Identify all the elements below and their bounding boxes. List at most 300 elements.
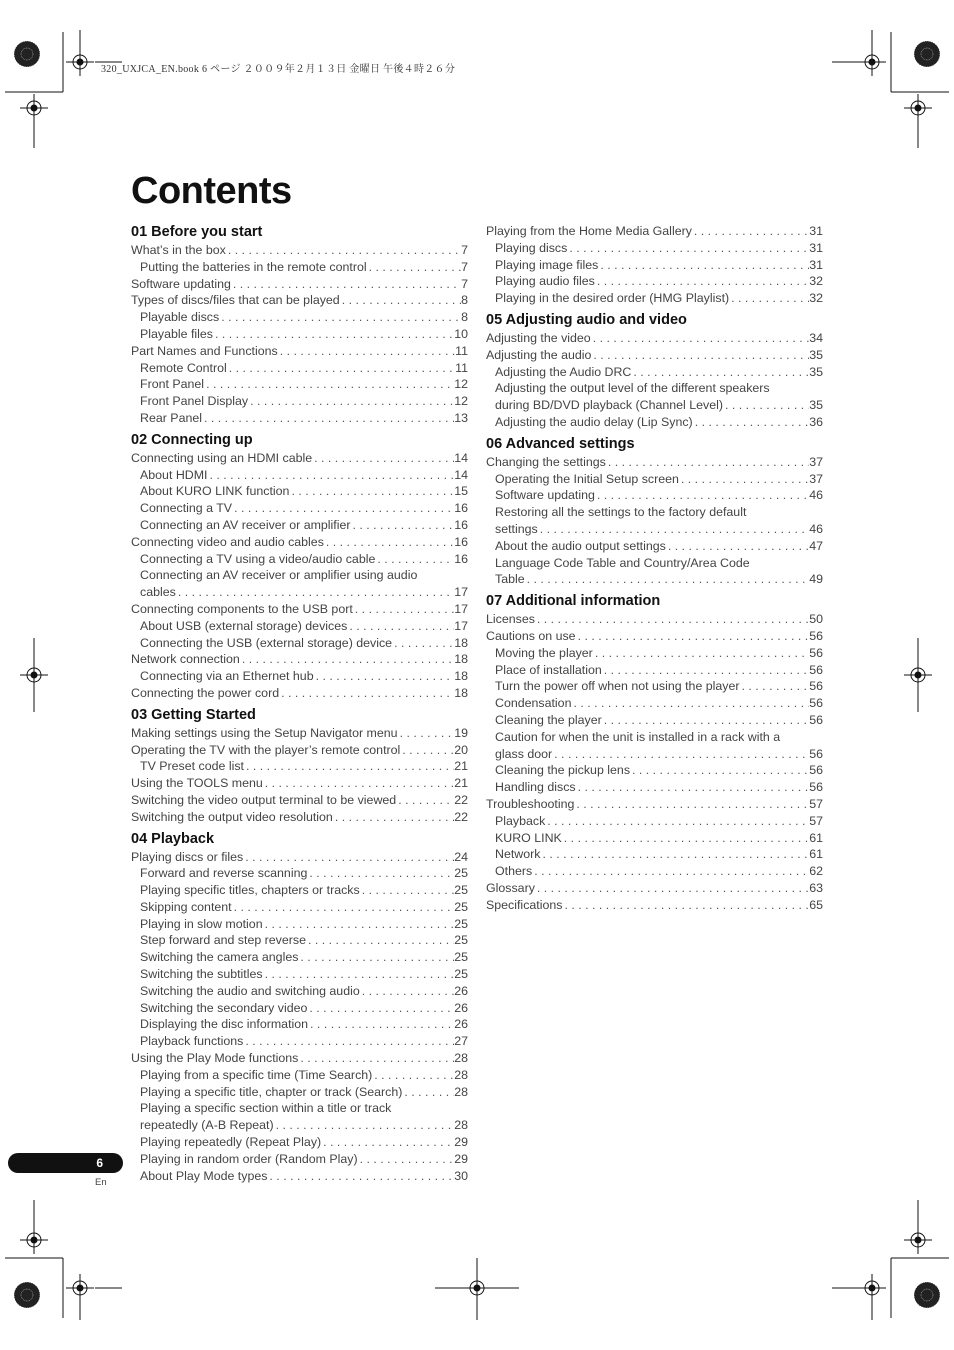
toc-entry-page: 31: [809, 257, 823, 272]
toc-entry[interactable]: [131, 1000, 468, 1017]
toc-entry-page: 28: [454, 1067, 468, 1082]
dot-leader: [535, 880, 809, 897]
dot-leader: [532, 863, 809, 880]
toc-entry-title: Playing audio files: [495, 274, 595, 289]
toc-entry-page: 18: [454, 685, 468, 700]
toc-entry-title: repeatedly (A-B Repeat): [140, 1118, 274, 1133]
dot-leader: [535, 611, 809, 628]
toc-entry-title: Playable discs: [140, 310, 220, 325]
toc-entry[interactable]: [131, 467, 468, 484]
toc-entry-title: Playing a specific title, chapter or track (Search): [140, 1084, 403, 1099]
toc-entry-title: Switching the audio and switching audio: [140, 983, 360, 998]
toc-entry-title: Types of discs/files that can be played: [131, 293, 340, 308]
dot-leader: [630, 762, 809, 779]
dot-leader: [400, 742, 454, 759]
dot-leader: [314, 668, 455, 685]
toc-entry[interactable]: [486, 257, 823, 274]
toc-entry-page: 16: [454, 551, 468, 566]
toc-entry[interactable]: [131, 725, 468, 742]
toc-entry-title: Playback functions: [140, 1034, 244, 1049]
toc-entry[interactable]: [486, 611, 823, 628]
dot-leader: [333, 809, 454, 826]
toc-entry-page: 14: [454, 450, 468, 465]
toc-entry-title: Step forward and step reverse: [140, 933, 306, 948]
toc-entry-title: Adjusting the video: [486, 330, 591, 345]
dot-leader: [298, 949, 454, 966]
toc-entry-page: 34: [809, 330, 823, 345]
toc-entry-page: 7: [461, 243, 468, 257]
toc-entry-page: 56: [809, 662, 823, 677]
toc-entry-page: 22: [454, 792, 468, 807]
toc-entry-title: Remote Control: [140, 360, 227, 375]
toc-entry-title: Playing repeatedly (Repeat Play): [140, 1135, 322, 1150]
dot-leader: [243, 849, 454, 866]
dot-leader: [375, 551, 454, 568]
toc-entry-title: Rear Panel: [140, 410, 202, 425]
toc-entry-page: 7: [461, 276, 468, 291]
toc-entry[interactable]: [486, 762, 823, 779]
toc-entry-page: 56: [809, 696, 823, 711]
toc-entry[interactable]: [131, 899, 468, 916]
dot-leader: [606, 454, 809, 471]
dot-leader: [552, 746, 809, 763]
toc-entry-title: Connecting the power cord: [131, 685, 280, 700]
toc-entry-page: 11: [455, 360, 468, 375]
toc-entry[interactable]: [131, 775, 468, 792]
toc-entry-title: Troubleshooting: [486, 796, 575, 811]
dot-leader: [226, 242, 461, 259]
toc-entry-title: settings: [495, 521, 538, 536]
dot-leader: [307, 1000, 454, 1017]
toc-entry-title: About HDMI: [140, 467, 208, 482]
toc-entry-title: Connecting an AV receiver or amplifier: [140, 517, 351, 532]
toc-entry-title: Connecting using an HDMI cable: [131, 450, 313, 465]
toc-entry-title: Connecting a TV: [140, 501, 233, 516]
dot-leader: [213, 326, 454, 343]
dot-leader: [204, 376, 454, 393]
dot-leader: [219, 309, 461, 326]
toc-entry[interactable]: [131, 1016, 468, 1033]
toc-entry-title: Changing the settings: [486, 454, 606, 469]
toc-entry-page: 61: [809, 830, 823, 845]
toc-entry-page: 56: [809, 628, 823, 643]
dot-leader: [351, 517, 455, 534]
toc-entry-title: during BD/DVD playback (Channel Level): [495, 398, 723, 413]
toc-entry-title: glass door: [495, 746, 553, 761]
toc-entry-title: KURO LINK: [495, 830, 562, 845]
toc-entry[interactable]: [486, 290, 823, 307]
dot-leader: [353, 601, 454, 618]
toc-entry-title-line1: Connecting an AV receiver or amplifier using audio: [140, 568, 418, 583]
section-heading: 02 Connecting up: [131, 431, 253, 448]
toc-entry[interactable]: [486, 555, 823, 589]
dot-leader: [595, 487, 809, 504]
toc-entry-title: Displaying the disc information: [140, 1017, 309, 1032]
toc-entry[interactable]: [486, 487, 823, 504]
toc-entry[interactable]: [131, 668, 468, 685]
toc-entry-page: 46: [809, 488, 823, 503]
dot-leader: [248, 393, 454, 410]
toc-entry[interactable]: [486, 880, 823, 897]
toc-entry[interactable]: [131, 1100, 468, 1134]
toc-entry[interactable]: [486, 662, 823, 679]
toc-entry[interactable]: [131, 343, 468, 360]
toc-entry[interactable]: [131, 758, 468, 775]
toc-entry[interactable]: [486, 330, 823, 347]
toc-entry[interactable]: [131, 618, 468, 635]
dot-leader: [240, 651, 454, 668]
dot-leader: [398, 725, 455, 742]
toc-entry[interactable]: [131, 601, 468, 618]
dot-leader: [367, 259, 461, 276]
dot-leader: [324, 534, 454, 551]
dot-leader: [631, 364, 809, 381]
toc-entry-page: 17: [454, 601, 468, 616]
dot-leader: [402, 1084, 454, 1101]
toc-entry-page: 36: [809, 414, 823, 429]
dot-leader: [289, 483, 454, 500]
toc-entry[interactable]: [131, 551, 468, 568]
dot-leader: [396, 792, 454, 809]
dot-leader: [562, 897, 809, 914]
toc-entry[interactable]: [486, 830, 823, 847]
toc-entry-title: Network: [495, 847, 541, 862]
dot-leader: [571, 695, 809, 712]
dot-leader: [358, 1151, 455, 1168]
section-heading: 05 Adjusting audio and video: [486, 311, 687, 328]
toc-entry[interactable]: [486, 380, 823, 414]
toc-entry[interactable]: [131, 393, 468, 410]
toc-entry[interactable]: [131, 1050, 468, 1067]
dot-leader: [267, 1168, 454, 1185]
toc-entry-title: Cautions on use: [486, 628, 576, 643]
dot-leader: [312, 450, 454, 467]
toc-entry-title: Playing from the Home Media Gallery: [486, 224, 692, 238]
toc-entry[interactable]: [486, 863, 823, 880]
toc-entry[interactable]: [131, 983, 468, 1000]
toc-entry[interactable]: [131, 259, 468, 276]
dot-leader: [679, 471, 809, 488]
toc-entry-page: 56: [809, 763, 823, 778]
dot-leader: [207, 467, 454, 484]
toc-entry-page: 65: [809, 897, 823, 912]
toc-entry-title: Switching the output video resolution: [131, 809, 333, 824]
dot-leader: [232, 500, 454, 517]
toc-entry-title: Glossary: [486, 880, 535, 895]
toc-entry-page: 26: [454, 1000, 468, 1015]
toc-entry-page: 20: [454, 742, 468, 757]
toc-entry[interactable]: [486, 813, 823, 830]
toc-entry-page: 8: [461, 293, 468, 308]
section-heading: 06 Advanced settings: [486, 435, 635, 452]
section-heading: 04 Playback: [131, 830, 215, 847]
toc-entry[interactable]: [486, 240, 823, 257]
toc-entry-page: 26: [454, 983, 468, 998]
section-heading: 07 Additional information: [486, 593, 661, 610]
toc-entry-page: 16: [454, 501, 468, 516]
toc-entry-title: Licenses: [486, 612, 535, 627]
toc-entry[interactable]: [131, 500, 468, 517]
toc-entry-title: Place of installation: [495, 662, 602, 677]
toc-entry-page: 49: [809, 572, 823, 587]
toc-entry[interactable]: [131, 742, 468, 759]
toc-entry-page: 28: [454, 1051, 468, 1066]
toc-entry[interactable]: [131, 410, 468, 427]
toc-entry-title: cables: [140, 585, 176, 600]
dot-leader: [231, 276, 461, 293]
toc-entry-title: Operating the TV with the player’s remote control: [131, 742, 401, 757]
dot-leader: [595, 273, 809, 290]
toc-entry-page: 18: [454, 669, 468, 684]
toc-entry[interactable]: [131, 292, 468, 309]
toc-entry-page: 32: [809, 291, 823, 306]
toc-entry-title: Connecting via an Ethernet hub: [140, 669, 314, 684]
toc-entry-title: Putting the batteries in the remote control: [140, 259, 367, 274]
toc-entry-title: Switching the secondary video: [140, 1000, 308, 1015]
dot-leader: [308, 1016, 454, 1033]
toc-entry-page: 31: [809, 240, 823, 255]
toc-entry-title: Playing in random order (Random Play): [140, 1151, 358, 1166]
toc-entry[interactable]: [131, 966, 468, 983]
toc-entry[interactable]: [131, 517, 468, 534]
toc-entry-page: 63: [809, 880, 823, 895]
toc-entry[interactable]: [131, 849, 468, 866]
toc-entry[interactable]: [486, 796, 823, 813]
toc-entry[interactable]: [486, 897, 823, 914]
toc-entry[interactable]: [486, 779, 823, 796]
dot-leader: [347, 618, 454, 635]
toc-entry-page: 21: [454, 776, 468, 791]
toc-entry-title: Part Names and Functions: [131, 343, 278, 358]
toc-entry-page: 57: [809, 796, 823, 811]
dot-leader: [545, 813, 809, 830]
toc-entry-title: About KURO LINK function: [140, 484, 290, 499]
toc-entry-page: 25: [454, 899, 468, 914]
toc-entry[interactable]: [131, 792, 468, 809]
toc-entry-title-line1: Language Code Table and Country/Area Code: [495, 555, 750, 570]
toc-entry-title: Using the Play Mode functions: [131, 1051, 299, 1066]
toc-entry-title: Playing from a specific time (Time Search): [140, 1067, 373, 1082]
toc-entry[interactable]: [486, 223, 823, 240]
toc-entry-page: 61: [809, 847, 823, 862]
toc-entry-title: Cleaning the player: [495, 712, 602, 727]
toc-entry-page: 37: [809, 454, 823, 469]
toc-entry-title: Specifications: [486, 897, 563, 912]
dot-leader: [321, 1134, 454, 1151]
toc-entry-title: Switching the subtitles: [140, 967, 263, 982]
toc-entry[interactable]: [131, 882, 468, 899]
toc-entry-page: 19: [454, 725, 468, 740]
toc-entry[interactable]: [131, 916, 468, 933]
toc-column-right: [486, 223, 823, 913]
toc-entry[interactable]: [131, 242, 468, 259]
dot-leader: [740, 678, 810, 695]
dot-leader: [540, 846, 809, 863]
toc-entry-page: 22: [454, 809, 468, 824]
toc-entry[interactable]: [131, 534, 468, 551]
toc-entry-page: 37: [809, 471, 823, 486]
toc-entry-page: 18: [454, 652, 468, 667]
toc-entry-page: 56: [809, 645, 823, 660]
toc-entry[interactable]: [131, 635, 468, 652]
toc-entry-page: 28: [454, 1118, 468, 1133]
toc-entry[interactable]: [131, 932, 468, 949]
toc-entry[interactable]: [131, 865, 468, 882]
toc-entry[interactable]: [486, 504, 823, 538]
toc-entry-page: 35: [809, 364, 823, 379]
toc-entry-page: 7: [461, 259, 468, 274]
dot-leader: [372, 1067, 454, 1084]
toc-entry-title: About USB (external storage) devices: [140, 618, 348, 633]
dot-leader: [692, 223, 809, 240]
toc-entry-page: 57: [809, 813, 823, 828]
toc-entry-page: 56: [809, 712, 823, 727]
toc-entry[interactable]: [486, 628, 823, 645]
toc-entry[interactable]: [486, 364, 823, 381]
dot-leader: [176, 584, 454, 601]
dot-leader: [392, 635, 454, 652]
toc-entry-page: 12: [454, 377, 468, 392]
toc-entry-title: Using the TOOLS menu: [131, 776, 263, 791]
dot-leader: [602, 662, 809, 679]
toc-entry[interactable]: [131, 809, 468, 826]
dot-leader: [574, 796, 809, 813]
toc-entry[interactable]: [486, 678, 823, 695]
toc-entry-title: Cleaning the pickup lens: [495, 763, 631, 778]
toc-entry-page: 26: [454, 1017, 468, 1032]
toc-entry-title: About the audio output settings: [495, 538, 666, 553]
dot-leader: [244, 758, 454, 775]
toc-entry-page: 25: [454, 933, 468, 948]
toc-entry-title: Network connection: [131, 652, 240, 667]
toc-entry-title: Front Panel: [140, 377, 205, 392]
dot-leader: [306, 932, 454, 949]
toc-entry-title: Others: [495, 864, 533, 879]
toc-entry[interactable]: [131, 1168, 468, 1185]
toc-column-left: [131, 223, 468, 1184]
toc-entry-page: 16: [454, 534, 468, 549]
toc-entry-title: Playable files: [140, 326, 214, 341]
toc-entry-page: 24: [454, 849, 468, 864]
toc-entry[interactable]: [131, 360, 468, 377]
dot-leader: [567, 240, 809, 257]
dot-leader: [591, 330, 809, 347]
toc-entry[interactable]: [486, 414, 823, 431]
toc-entry[interactable]: [131, 1067, 468, 1084]
dot-leader: [274, 1117, 455, 1134]
toc-entry[interactable]: [131, 276, 468, 293]
toc-entry[interactable]: [486, 645, 823, 662]
toc-entry-title: Table: [495, 572, 525, 587]
dot-leader: [729, 290, 809, 307]
dot-leader: [307, 865, 454, 882]
toc-entry-title-line1: Adjusting the output level of the different speakers: [495, 381, 770, 396]
toc-entry[interactable]: [131, 483, 468, 500]
dot-leader: [243, 1033, 454, 1050]
toc-entry[interactable]: [486, 347, 823, 364]
dot-leader: [340, 292, 461, 309]
toc-entry[interactable]: [486, 695, 823, 712]
toc-entry[interactable]: [131, 567, 468, 601]
toc-entry[interactable]: [131, 309, 468, 326]
toc-entry[interactable]: [486, 471, 823, 488]
toc-entry-page: 10: [454, 326, 468, 341]
toc-entry-page: 32: [809, 274, 823, 289]
toc-entry-page: 46: [809, 521, 823, 536]
toc-entry-page: 25: [454, 950, 468, 965]
toc-entry[interactable]: [131, 1084, 468, 1101]
toc-entry-page: 14: [454, 467, 468, 482]
toc-entry[interactable]: [131, 1033, 468, 1050]
toc-entry[interactable]: [131, 949, 468, 966]
dot-leader: [279, 685, 454, 702]
toc-entry-title: Front Panel Display: [140, 394, 249, 409]
toc-entry-title: Connecting the USB (external storage) device: [140, 635, 393, 650]
dot-leader: [263, 966, 455, 983]
page-title: Contents: [131, 170, 292, 212]
dot-leader: [693, 414, 810, 431]
page-number: 6: [96, 1156, 103, 1170]
dot-leader: [202, 410, 454, 427]
toc-entry-title: TV Preset code list: [140, 759, 244, 774]
toc-entry-title: Adjusting the audio delay (Lip Sync): [495, 414, 693, 429]
toc-entry-page: 25: [454, 883, 468, 898]
toc-entry[interactable]: [486, 538, 823, 555]
toc-entry-page: 50: [809, 612, 823, 627]
toc-entry[interactable]: [131, 1134, 468, 1151]
dot-leader: [227, 360, 455, 377]
toc-entry-title: Skipping content: [140, 899, 232, 914]
dot-leader: [602, 712, 809, 729]
toc-entry-title: Playing specific titles, chapters or tracks: [140, 883, 360, 898]
toc-entry[interactable]: [486, 712, 823, 729]
toc-entry-title: Forward and reverse scanning: [140, 866, 308, 881]
toc-entry[interactable]: [486, 729, 823, 763]
toc-entry-title: Connecting a TV using a video/audio cable: [140, 551, 376, 566]
toc-entry-page: 56: [809, 780, 823, 795]
toc-entry-title-line1: Playing a specific section within a title or track: [140, 1101, 392, 1116]
toc-entry-page: 15: [454, 484, 468, 499]
toc-entry[interactable]: [131, 1151, 468, 1168]
toc-entry-title: Playing image files: [495, 257, 599, 272]
toc-entry[interactable]: [486, 273, 823, 290]
toc-entry-page: 56: [809, 679, 823, 694]
toc-entry[interactable]: [131, 685, 468, 702]
toc-entry-page: 16: [454, 517, 468, 532]
toc-entry-title: Software updating: [495, 488, 595, 503]
toc-entry-page: 21: [454, 759, 468, 774]
toc-entry[interactable]: [131, 376, 468, 393]
toc-entry[interactable]: [486, 454, 823, 471]
section-heading: 03 Getting Started: [131, 706, 256, 723]
toc-entry-page: 18: [454, 635, 468, 650]
toc-entry[interactable]: [131, 651, 468, 668]
toc-entry-page: 47: [809, 538, 823, 553]
toc-entry-page: 17: [454, 618, 468, 633]
dot-leader: [360, 882, 455, 899]
toc-entry[interactable]: [486, 846, 823, 863]
dot-leader: [232, 899, 455, 916]
dot-leader: [278, 343, 455, 360]
toc-entry-title: Playback: [495, 813, 546, 828]
dot-leader: [591, 347, 809, 364]
toc-entry[interactable]: [131, 450, 468, 467]
dot-leader: [298, 1050, 454, 1067]
toc-entry-page: 17: [454, 585, 468, 600]
toc-entry[interactable]: [131, 326, 468, 343]
toc-entry-title: Connecting video and audio cables: [131, 534, 324, 549]
toc-entry-page: 29: [454, 1151, 468, 1166]
